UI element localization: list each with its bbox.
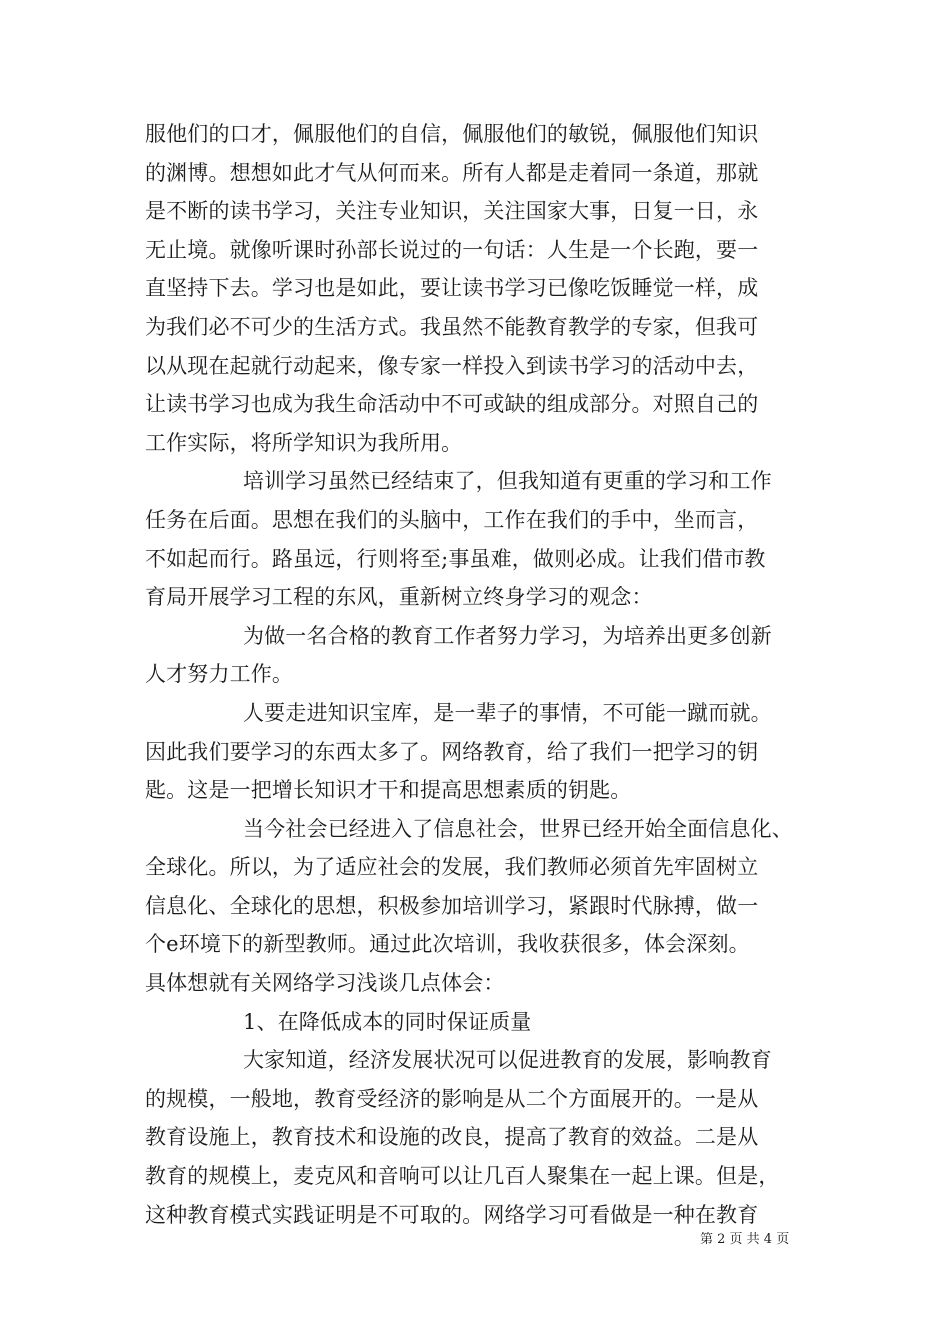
text-line: 工作实际，将所学知识为我所用。 bbox=[145, 430, 463, 455]
text-line: 匙。这是一把增长知识才干和提高思想素质的钥匙。 bbox=[145, 778, 632, 803]
text-line: 为做一名合格的教育工作者努力学习，为培养出更多创新 bbox=[243, 623, 772, 648]
text-line: 让读书学习也成为我生命活动中不可或缺的组成部分。对照自己的 bbox=[145, 392, 759, 417]
text-line: 不如起而行。路虽远，行则将至;事虽难，做则必成。让我们借市教 bbox=[145, 546, 766, 571]
text-line: 培训学习虽然已经结束了，但我知道有更重的学习和工作 bbox=[243, 469, 772, 494]
text-line: 为我们必不可少的生活方式。我虽然不能教育教学的专家，但我可 bbox=[145, 314, 759, 339]
text-line: 当今社会已经进入了信息社会，世界已经开始全面信息化、 bbox=[243, 816, 793, 841]
text-line: 个e环境下的新型教师。通过此次培训，我收获很多，体会深刻。 bbox=[145, 932, 750, 957]
text-line: 是不断的读书学习，关注专业知识，关注国家大事，日复一日，永 bbox=[145, 199, 759, 224]
text-line: 直坚持下去。学习也是如此，要让读书学习已像吃饭睡觉一样，成 bbox=[145, 276, 759, 301]
text-line: 以从现在起就行动起来，像专家一样投入到读书学习的活动中去， bbox=[145, 353, 759, 378]
text-line: 的规模，一般地，教育受经济的影响是从二个方面展开的。一是从 bbox=[145, 1086, 759, 1111]
text-line: 教育设施上，教育技术和设施的改良，提高了教育的效益。二是从 bbox=[145, 1125, 759, 1150]
text-line: 具体想就有关网络学习浅谈几点体会： bbox=[145, 971, 505, 996]
text-line: 任务在后面。思想在我们的头脑中，工作在我们的手中，坐而言， bbox=[145, 507, 759, 532]
document-body bbox=[145, 115, 815, 1234]
text-line: 无止境。就像听课时孙部长说过的一句话：人生是一个长跑，要一 bbox=[145, 237, 759, 262]
text-line: 教育的规模上，麦克风和音响可以让几百人聚集在一起上课。但是， bbox=[145, 1164, 780, 1189]
page-number-footer: 第 2 页 共 4 页 bbox=[700, 1232, 790, 1247]
text-line: 1、在降低成本的同时保证质量 bbox=[243, 1009, 532, 1034]
text-line: 全球化。所以，为了适应社会的发展，我们教师必须首先牢固树立 bbox=[145, 855, 759, 880]
text-line: 人要走进知识宝库，是一辈子的事情，不可能一蹴而就。 bbox=[243, 700, 772, 725]
text-line: 因此我们要学习的东西太多了。网络教育，给了我们一把学习的钥 bbox=[145, 739, 759, 764]
text-line: 信息化、全球化的思想，积极参加培训学习，紧跟时代脉搏，做一 bbox=[145, 893, 759, 918]
text-line: 育局开展学习工程的东风，重新树立终身学习的观念： bbox=[145, 585, 653, 610]
text-line: 服他们的口才，佩服他们的自信，佩服他们的敏锐，佩服他们知识 bbox=[145, 122, 759, 146]
text-line: 这种教育模式实践证明是不可取的。网络学习可看做是一种在教育 bbox=[145, 1202, 759, 1227]
text-line: 的渊博。想想如此才气从何而来。所有人都是走着同一条道，那就 bbox=[145, 160, 759, 185]
text-line: 大家知道，经济发展状况可以促进教育的发展，影响教育 bbox=[243, 1048, 772, 1073]
text-line: 人才努力工作。 bbox=[145, 662, 294, 687]
